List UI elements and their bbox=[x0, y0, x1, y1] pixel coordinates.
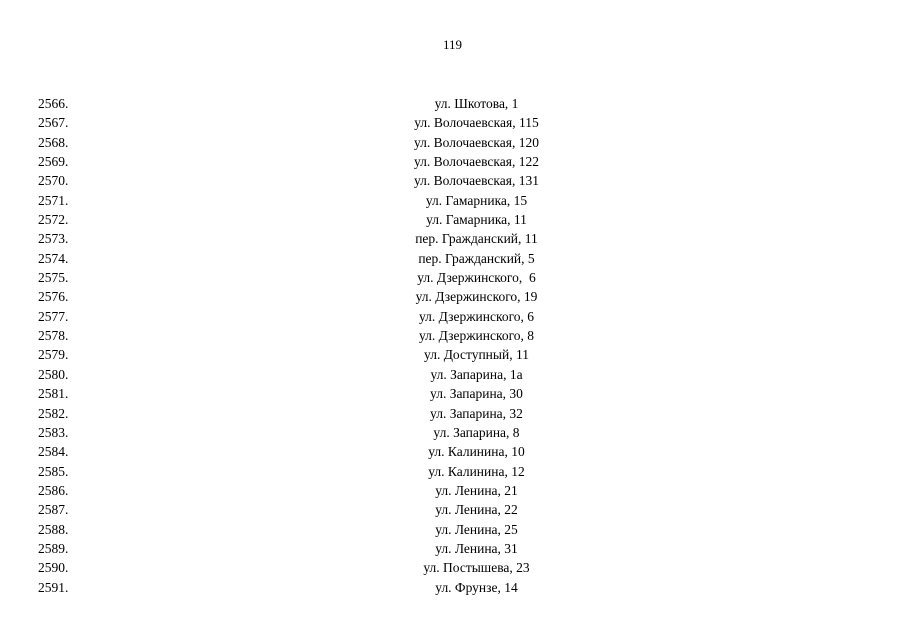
row-number: 2572. bbox=[38, 212, 69, 228]
list-item bbox=[0, 210, 905, 229]
address-list bbox=[0, 94, 905, 597]
list-item bbox=[0, 307, 905, 326]
list-item bbox=[0, 345, 905, 364]
list-item bbox=[0, 404, 905, 423]
row-address: пер. Гражданский, 5 bbox=[418, 250, 535, 266]
row-address: ул. Гамарника, 11 bbox=[426, 212, 527, 228]
row-address: пер. Гражданский, 11 bbox=[415, 231, 538, 247]
row-address: ул. Постышева, 23 bbox=[423, 560, 530, 576]
row-address: ул. Волочаевская, 122 bbox=[414, 154, 539, 170]
row-number: 2584. bbox=[38, 444, 69, 460]
list-item bbox=[0, 133, 905, 152]
row-number: 2570. bbox=[38, 173, 69, 189]
row-address: ул. Шкотова, 1 bbox=[434, 96, 519, 111]
row-address: ул. Дзержинского, 6 bbox=[417, 270, 536, 286]
list-item bbox=[0, 520, 905, 539]
row-number: 2568. bbox=[38, 134, 69, 150]
row-number: 2569. bbox=[38, 154, 69, 170]
row-address: ул. Ленина, 22 bbox=[435, 502, 518, 518]
list-item bbox=[0, 481, 905, 500]
row-address: ул. Запарина, 8 bbox=[433, 424, 520, 440]
row-address: ул. Ленина, 21 bbox=[435, 482, 518, 498]
list-item bbox=[0, 287, 905, 306]
row-number: 2573. bbox=[38, 231, 69, 247]
list-item bbox=[0, 423, 905, 442]
row-number: 2581. bbox=[38, 386, 69, 402]
row-address: ул. Волочаевская, 115 bbox=[414, 115, 539, 131]
row-number: 2576. bbox=[38, 289, 69, 305]
row-address: ул. Дзержинского, 8 bbox=[418, 328, 535, 344]
row-number: 2580. bbox=[38, 366, 69, 382]
list-item bbox=[0, 94, 905, 113]
row-number: 2590. bbox=[38, 560, 69, 576]
row-number: 2587. bbox=[38, 502, 69, 518]
row-address: ул. Волочаевская, 131 bbox=[414, 173, 539, 189]
list-item bbox=[0, 500, 905, 519]
row-number: 2577. bbox=[38, 308, 69, 324]
row-number: 2591. bbox=[38, 579, 69, 595]
row-address: ул. Гамарника, 15 bbox=[425, 192, 528, 208]
row-number: 2579. bbox=[38, 347, 69, 363]
row-address: ул. Ленина, 25 bbox=[435, 521, 518, 537]
row-address: ул. Дзержинского, 6 bbox=[418, 308, 535, 324]
row-number: 2571. bbox=[38, 192, 69, 208]
row-address: ул. Калинина, 10 bbox=[428, 444, 525, 460]
page-number: 119 bbox=[442, 37, 463, 52]
row-number: 2566. bbox=[38, 96, 69, 111]
list-item bbox=[0, 558, 905, 577]
list-item bbox=[0, 268, 905, 287]
row-address: ул. Дзержинского, 19 bbox=[415, 289, 538, 305]
list-item bbox=[0, 442, 905, 461]
list-item bbox=[0, 384, 905, 403]
list-item bbox=[0, 365, 905, 384]
row-number: 2578. bbox=[38, 328, 69, 344]
row-number: 2574. bbox=[38, 250, 69, 266]
list-item bbox=[0, 462, 905, 481]
list-item bbox=[0, 249, 905, 268]
list-item bbox=[0, 539, 905, 558]
row-address: ул. Волочаевская, 120 bbox=[414, 134, 539, 150]
row-number: 2567. bbox=[38, 115, 69, 131]
row-address: ул. Калинина, 12 bbox=[428, 463, 525, 479]
row-address: ул. Ленина, 31 bbox=[435, 540, 518, 556]
row-address: ул. Запарина, 30 bbox=[430, 386, 523, 402]
list-item bbox=[0, 113, 905, 132]
list-item bbox=[0, 229, 905, 248]
row-number: 2583. bbox=[38, 424, 69, 440]
row-number: 2589. bbox=[38, 540, 69, 556]
list-item bbox=[0, 326, 905, 345]
row-number: 2585. bbox=[38, 463, 69, 479]
list-item bbox=[0, 171, 905, 190]
row-number: 2582. bbox=[38, 405, 69, 421]
row-address: ул. Запарина, 32 bbox=[430, 405, 523, 421]
list-item bbox=[0, 191, 905, 210]
row-address: ул. Запарина, 1а bbox=[430, 366, 523, 382]
row-address: ул. Доступный, 11 bbox=[424, 347, 529, 363]
row-address: ул. Фрунзе, 14 bbox=[435, 579, 518, 595]
row-number: 2575. bbox=[38, 270, 69, 286]
row-number: 2588. bbox=[38, 521, 69, 537]
row-number: 2586. bbox=[38, 482, 69, 498]
list-item bbox=[0, 578, 905, 597]
list-item bbox=[0, 152, 905, 171]
